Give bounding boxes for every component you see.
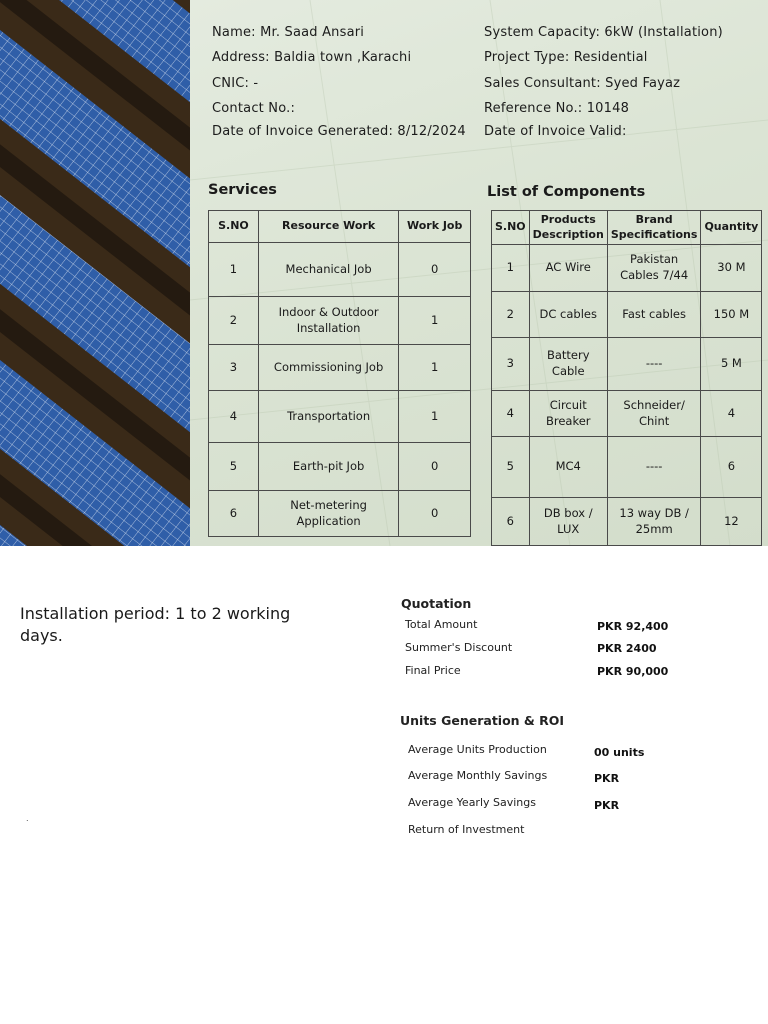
- services-cell-sno: 4: [209, 391, 259, 443]
- components-cell-quantity: 5 M: [701, 338, 762, 391]
- sales-consultant: Sales Consultant: Syed Fayaz: [484, 76, 681, 91]
- monthly-savings-value: PKR: [594, 772, 620, 785]
- components-cell-sno: 3: [492, 338, 530, 391]
- discount-value: PKR 2400: [597, 642, 657, 655]
- quotation-heading: Quotation: [401, 596, 472, 611]
- services-cell-resource: Net-metering Application: [258, 491, 398, 537]
- services-cell-workjob: 0: [399, 491, 471, 537]
- total-amount-label: Total Amount: [405, 618, 478, 631]
- components-cell-quantity: 6: [701, 437, 762, 498]
- customer-name: Name: Mr. Saad Ansari: [212, 25, 365, 40]
- components-cell-sno: 1: [492, 245, 530, 292]
- components-col-quantity: Quantity: [701, 211, 762, 245]
- components-cell-product: DC cables: [529, 292, 607, 338]
- solar-panel-illustration: [0, 0, 190, 546]
- services-row: [209, 491, 471, 537]
- components-row: [492, 437, 762, 498]
- invoice-generated-date: Date of Invoice Generated: 8/12/2024: [212, 124, 466, 139]
- services-cell-sno: 5: [209, 443, 259, 491]
- discount-label: Summer's Discount: [405, 641, 513, 654]
- project-type: Project Type: Residential: [484, 50, 648, 65]
- services-cell-workjob: 1: [399, 391, 471, 443]
- services-cell-sno: 3: [209, 345, 259, 391]
- components-header-row: [492, 211, 762, 245]
- components-row: [492, 391, 762, 437]
- customer-address: Address: Baldia town ,Karachi: [212, 50, 412, 65]
- components-cell-product: MC4: [529, 437, 607, 498]
- components-heading: List of Components: [487, 184, 646, 200]
- services-col-sno: S.NO: [209, 211, 259, 243]
- stray-mark: .: [26, 814, 29, 823]
- services-cell-sno: 1: [209, 243, 259, 297]
- services-cell-workjob: 1: [399, 345, 471, 391]
- services-cell-resource: Commissioning Job: [258, 345, 398, 391]
- components-cell-sno: 2: [492, 292, 530, 338]
- roi-heading: Units Generation & ROI: [400, 713, 565, 728]
- services-cell-sno: 6: [209, 491, 259, 537]
- components-cell-product: AC Wire: [529, 245, 607, 292]
- components-cell-brand: Pakistan Cables 7/44: [607, 245, 701, 292]
- components-row: [492, 292, 762, 338]
- services-table: [208, 210, 471, 537]
- yearly-savings-value: PKR: [594, 799, 620, 812]
- components-table: [491, 210, 762, 546]
- services-row: [209, 391, 471, 443]
- customer-cnic: CNIC: -: [212, 76, 259, 91]
- components-col-brand: Brand Specifications: [607, 211, 701, 245]
- invoice-valid-date: Date of Invoice Valid:: [484, 124, 627, 139]
- services-header-row: [209, 211, 471, 243]
- components-cell-sno: 6: [492, 498, 530, 546]
- components-cell-quantity: 30 M: [701, 245, 762, 292]
- roi-label: Return of Investment: [408, 823, 525, 836]
- system-capacity: System Capacity: 6kW (Installation): [484, 25, 723, 40]
- components-cell-brand: 13 way DB / 25mm: [607, 498, 701, 546]
- yearly-savings-label: Average Yearly Savings: [408, 796, 536, 809]
- services-row: [209, 243, 471, 297]
- components-row: [492, 498, 762, 546]
- components-cell-sno: 4: [492, 391, 530, 437]
- services-cell-resource: Earth-pit Job: [258, 443, 398, 491]
- monthly-savings-label: Average Monthly Savings: [408, 769, 548, 782]
- installation-period: Installation period: 1 to 2 working days.: [20, 604, 291, 645]
- services-col-workjob: Work Job: [399, 211, 471, 243]
- components-cell-brand: ----: [607, 437, 701, 498]
- services-cell-resource: Transportation: [258, 391, 398, 443]
- services-col-resource: Resource Work: [258, 211, 398, 243]
- services-heading: Services: [208, 182, 277, 198]
- components-col-sno: S.NO: [492, 211, 530, 245]
- final-price-label: Final Price: [405, 664, 461, 677]
- components-row: [492, 245, 762, 292]
- components-cell-sno: 5: [492, 437, 530, 498]
- units-production-label: Average Units Production: [408, 743, 547, 756]
- components-col-product: Products Description: [529, 211, 607, 245]
- components-cell-product: Circuit Breaker: [529, 391, 607, 437]
- services-cell-workjob: 0: [399, 443, 471, 491]
- services-row: [209, 443, 471, 491]
- services-cell-workjob: 0: [399, 243, 471, 297]
- components-cell-brand: ----: [607, 338, 701, 391]
- components-cell-product: DB box / LUX: [529, 498, 607, 546]
- components-cell-quantity: 12: [701, 498, 762, 546]
- components-row: [492, 338, 762, 391]
- solar-panel-photo: [0, 0, 190, 546]
- components-cell-brand: Fast cables: [607, 292, 701, 338]
- services-row: [209, 297, 471, 345]
- units-production-value: 00 units: [594, 746, 645, 759]
- components-cell-quantity: 150 M: [701, 292, 762, 338]
- services-cell-resource: Indoor & Outdoor Installation: [258, 297, 398, 345]
- components-cell-quantity: 4: [701, 391, 762, 437]
- total-amount-value: PKR 92,400: [597, 620, 669, 633]
- final-price-value: PKR 90,000: [597, 665, 669, 678]
- services-cell-sno: 2: [209, 297, 259, 345]
- components-cell-product: Battery Cable: [529, 338, 607, 391]
- components-cell-brand: Schneider/ Chint: [607, 391, 701, 437]
- services-cell-resource: Mechanical Job: [258, 243, 398, 297]
- services-cell-workjob: 1: [399, 297, 471, 345]
- reference-number: Reference No.: 10148: [484, 101, 630, 116]
- services-row: [209, 345, 471, 391]
- customer-contact: Contact No.:: [212, 101, 296, 116]
